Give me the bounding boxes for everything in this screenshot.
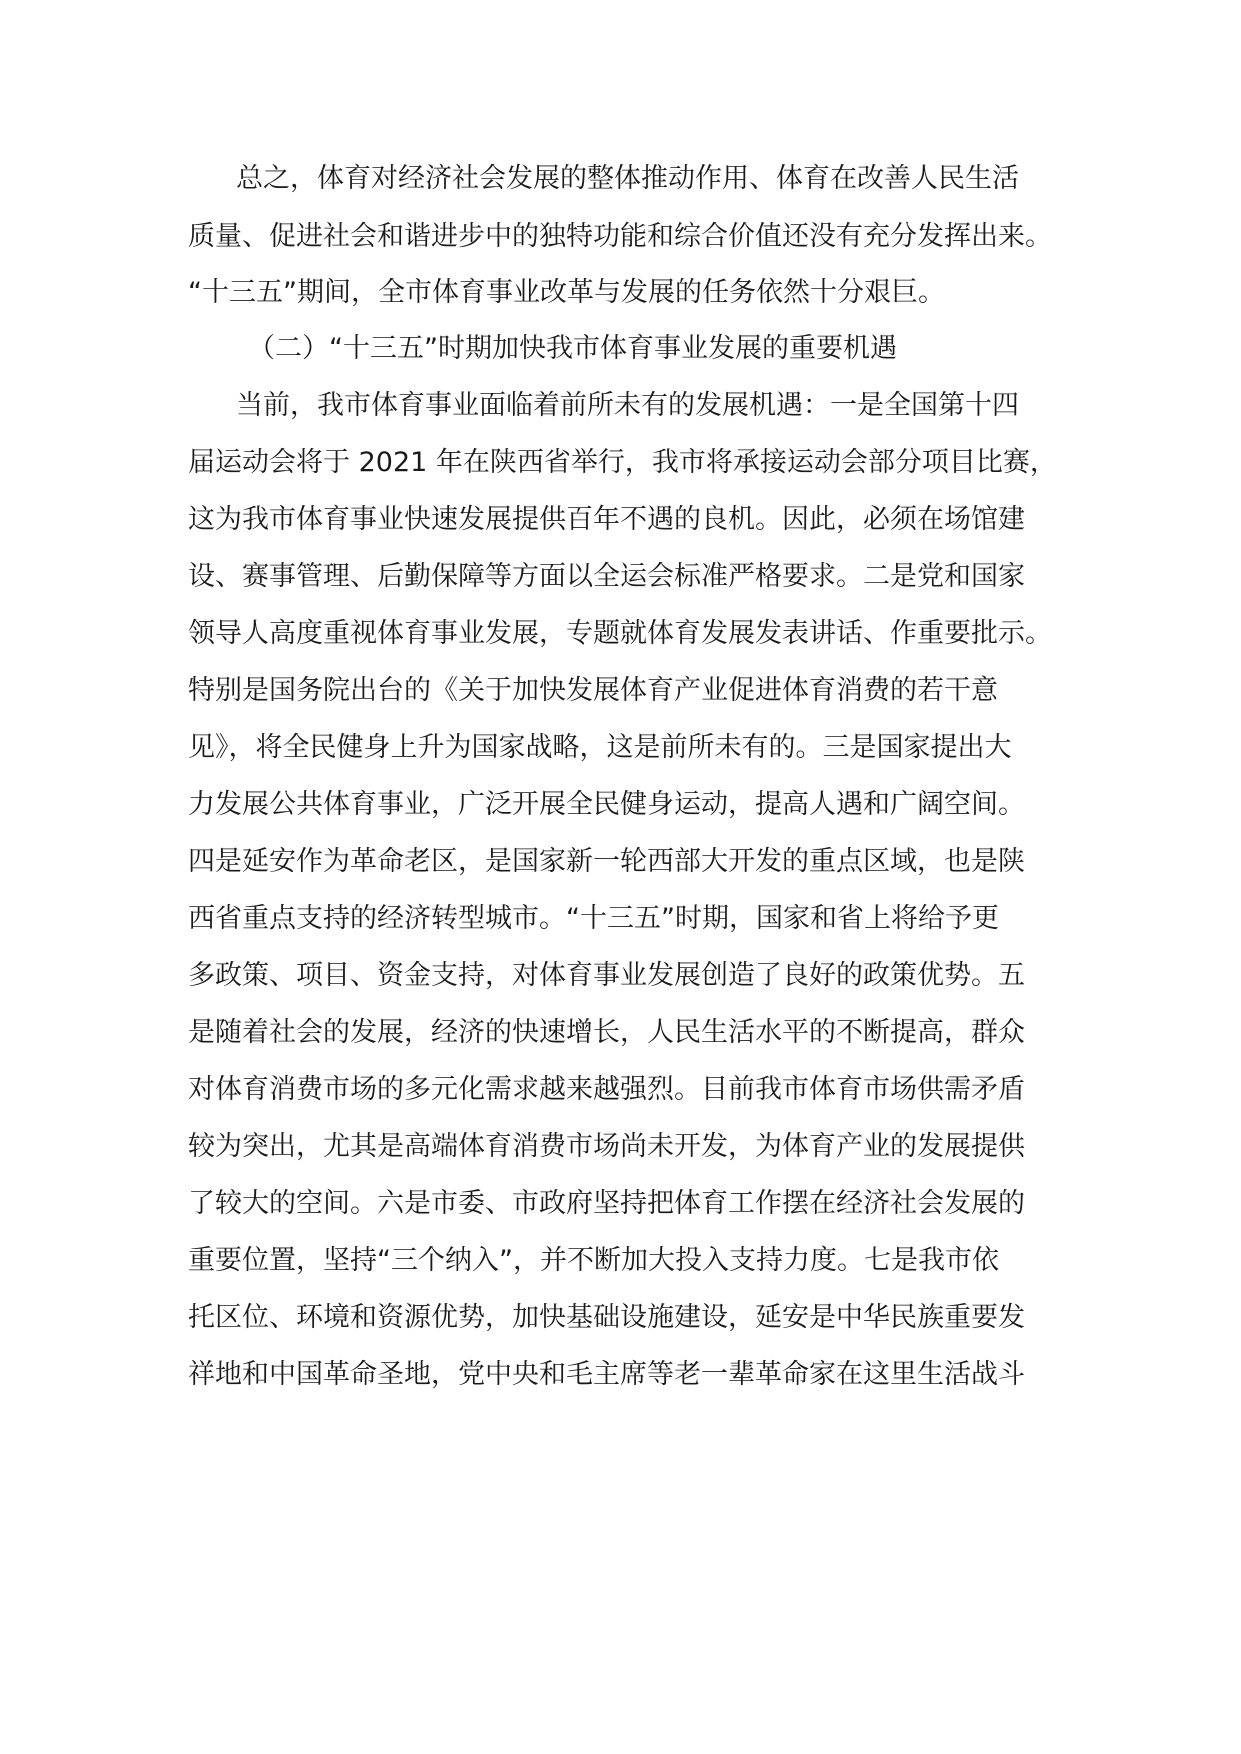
text-line: 四是延安作为革命老区，是国家新一轮西部大开发的重点区域，也是陕 xyxy=(188,846,1025,877)
text-line: 重要位置，坚持“三个纳入”，并不断加大投入支持力度。七是我市依 xyxy=(188,1245,999,1276)
text-line: 力发展公共体育事业，广泛开展全民健身运动，提高人遇和广阔空间。 xyxy=(188,789,1025,820)
text-line: 见》，将全民健身上升为国家战略，这是前所未有的。三是国家提出大 xyxy=(188,732,1012,763)
text-line: 对体育消费市场的多元化需求越来越强烈。目前我市体育市场供需矛盾 xyxy=(188,1074,1025,1105)
text-line: 西省重点支持的经济转型城市。“十三五”时期，国家和省上将给予更 xyxy=(188,903,999,934)
section-heading: （二）“十三五”时期加快我市体育事业发展的重要机遇 xyxy=(248,333,897,364)
text-line: 了较大的空间。六是市委、市政府坚持把体育工作摆在经济社会发展的 xyxy=(188,1188,1025,1219)
text-line: 特别是国务院出台的《关于加快发展体育产业促进体育消费的若干意 xyxy=(188,675,998,706)
text-line: 总之，体育对经济社会发展的整体推动作用、体育在改善人民生活 xyxy=(236,163,1019,194)
text-line: 祥地和中国革命圣地，党中央和毛主席等老一辈革命家在这里生活战斗 xyxy=(188,1359,1025,1390)
text-line: 托区位、环境和资源优势，加快基础设施建设，延安是中华民族重要发 xyxy=(188,1302,1025,1333)
text-line: “十三五”期间，全市体育事业改革与发展的任务依然十分艰巨。 xyxy=(188,277,945,308)
text-line: 这为我市体育事业快速发展提供百年不遇的良机。因此，必须在场馆建 xyxy=(188,504,1025,535)
text-line: 是随着社会的发展，经济的快速增长，人民生活水平的不断提高，群众 xyxy=(188,1017,1025,1048)
text-line: 届运动会将于 2021 年在陕西省举行，我市将承接运动会部分项目比赛， xyxy=(188,447,1057,478)
text-line: 较为突出，尤其是高端体育消费市场尚未开发，为体育产业的发展提供 xyxy=(188,1131,1025,1162)
text-line: 设、赛事管理、后勤保障等方面以全运会标准严格要求。二是党和国家 xyxy=(188,561,1025,592)
text-line: 质量、促进社会和谐进步中的独特功能和综合价值还没有充分发挥出来。 xyxy=(188,221,1052,252)
text-line: 多政策、项目、资金支持，对体育事业发展创造了良好的政策优势。五 xyxy=(188,960,1025,991)
text-line: 领导人高度重视体育事业发展，专题就体育发展发表讲话、作重要批示。 xyxy=(188,618,1052,649)
text-line: 当前，我市体育事业面临着前所未有的发展机遇：一是全国第十四 xyxy=(236,390,1019,421)
